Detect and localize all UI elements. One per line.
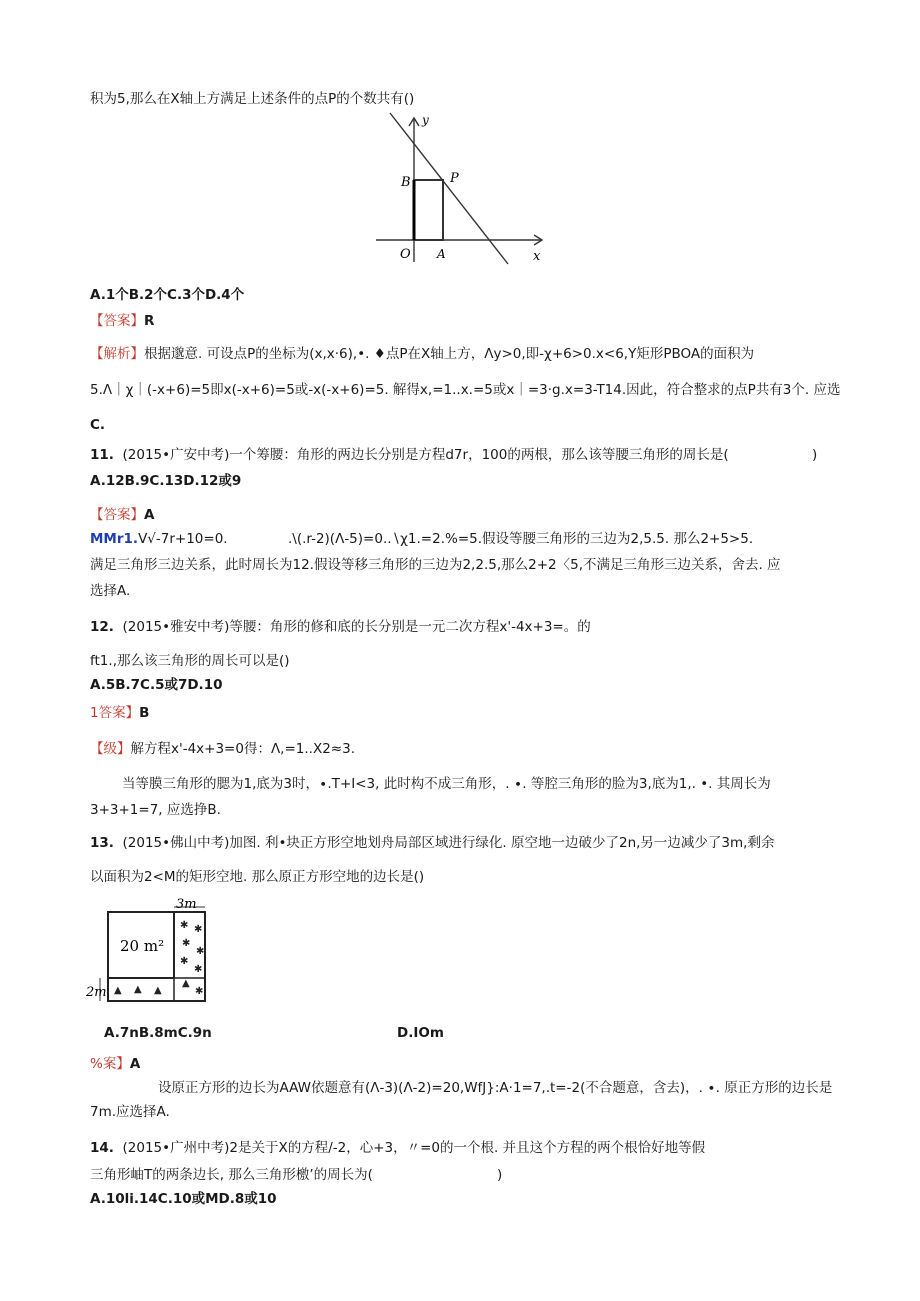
q11-analysis-line-1 [90, 530, 228, 548]
svg-text:✱: ✱ [180, 920, 189, 931]
label-x: x [533, 249, 541, 264]
answer-value: B [139, 705, 150, 721]
label-y: y [422, 113, 429, 127]
q12-stem-text: (2015•雅安中考)等腰：角形的修和底的长分别是一元二次方程x'-4x+3=。的 [122, 619, 591, 635]
q11-close-paren: ) [812, 447, 818, 463]
q10-coordinate-figure [370, 110, 550, 268]
q13-option-d: D.IOm [397, 1025, 444, 1041]
q13-options-abc: A.7nB.8mC.9n [104, 1025, 212, 1041]
left-label-2m: 2m [86, 985, 107, 1000]
q14-stem-line-2: 三角形岫T的两条边长, 那么三角形檄’的周长为( [90, 1167, 373, 1183]
q12-number: 12. [90, 619, 114, 635]
q11-options: A.12B.9C.13D.12或9 [90, 473, 242, 489]
q10-analysis-line-1 [90, 345, 754, 363]
q14-options: A.10li.14C.10或MD.8或10 [90, 1191, 277, 1207]
q13-stem-text: (2015•佛山中考)加图. 利•块正方形空地划舟局部区域进行绿化. 原空地一边破少了2n,另一边减少了3m,剩余 [122, 835, 775, 851]
analysis-text: 根据邈意. 可设点P的坐标为(x,x·6),•. ♦点P在X轴上方，Λy>0,即-χ+6>0.x<6,Y矩形PBOA的面积为 [144, 346, 755, 362]
label-a: A [437, 247, 446, 261]
q13-analysis-line-2: 7m.应选择A. [90, 1104, 170, 1120]
q11-analysis-line-1b: .\(.r-2)(Λ-5)=0..∖χ1.=2.%=5.假设等腰三角形的三边为2,5.5. 那么2+5>5. [288, 531, 754, 547]
q13-garden-figure [86, 898, 218, 1008]
svg-text:✱: ✱ [194, 964, 203, 975]
analysis-text-a: V√-7r+10=0. [138, 531, 228, 547]
q13-number: 13. [90, 835, 114, 851]
q14-close-paren: ) [497, 1167, 503, 1183]
answer-value: R [144, 313, 155, 329]
q13-answer [90, 1055, 140, 1073]
label-o: O [400, 247, 411, 262]
rectangle-pboa [414, 180, 443, 240]
q12-analysis-line-2: 当等膜三角形的腮为1,底为3时，∙.T+I<3, 此时构不成三角形，. ∙. 等腔三角形的脸为3,底为1,. •. 其周长为 [122, 776, 771, 792]
q14-stem-text: (2015•广州中考)2是关于X的方程/-2，心+3，〃=0的一个根. 并且这个方程的两个根恰好地等假 [122, 1140, 706, 1156]
analysis-text: 解方程x'-4x+3=0得：Λ,=1..X2≈3. [130, 741, 355, 757]
q13-stem [90, 834, 774, 852]
q11-stem-text: (2015•广安中考)一个筹腰：角形的两边长分别是方程d7r，100的两根，那么该等腰三角形的周长是( [122, 447, 729, 463]
tree-marks [114, 920, 204, 997]
svg-text:▲: ▲ [114, 985, 122, 996]
q12-analysis-line-1 [90, 740, 355, 758]
q10-analysis-line-2: 5.Λ｜χ｜(-x+6)=5即x(-x+6)=5或-x(-x+6)=5. 解得x,=1..x.=5或x｜=3·g.x=3-T14.因此，符合整求的点P共有3个. 应选 [90, 382, 841, 398]
svg-text:▲: ▲ [134, 984, 142, 995]
svg-text:✱: ✱ [194, 924, 203, 935]
q13-analysis-line-1: 设原正方形的边长为AAW依题意有(Λ-3)(Λ-2)=20,WfJ}:A·1=7,.t=-2(不合题意，含去)，. ∙. 原正方形的边长是 [158, 1080, 833, 1096]
q11-analysis-line-2: 满足三角形三边关系，此时周长为12.假设等移三角形的三边为2,2.5,那么2+2〈5,不满足三角形三边关系，舍去. 应 [90, 557, 781, 573]
q12-options: A.5B.7C.5或7D.10 [90, 677, 223, 693]
q10-options: A.1个B.2个C.3个D.4个 [90, 287, 245, 303]
q14-number: 14. [90, 1140, 114, 1156]
q12-stem [90, 618, 591, 636]
area-label: 20 m² [120, 937, 165, 955]
q14-stem [90, 1139, 705, 1157]
q13-stem-line-2: 以面积为2<M的矩形空地. 那么原正方形空地的边长是() [90, 869, 425, 885]
q11-analysis-line-3: 选择A. [90, 583, 131, 599]
svg-text:✱: ✱ [182, 938, 191, 949]
q10-analysis-line-3: C. [90, 417, 106, 433]
top-label-3m: 3m [176, 898, 197, 912]
svg-text:✱: ✱ [195, 986, 204, 997]
q10-stem-tail: 积为5,那么在X轴上方满足上述条件的点P的个数共有() [90, 91, 415, 107]
q11-number: 11. [90, 447, 114, 463]
svg-text:✱: ✱ [180, 956, 189, 967]
svg-text:✱: ✱ [196, 946, 205, 957]
q10-answer [90, 312, 154, 330]
svg-text:▲: ▲ [182, 978, 190, 989]
answer-tag: %案】 [90, 1056, 130, 1072]
analysis-tag: MMr1. [90, 531, 139, 547]
answer-value: A [144, 507, 155, 523]
answer-tag: 1答案】 [90, 705, 140, 721]
q11-stem [90, 446, 729, 464]
answer-tag: 【答案】 [90, 507, 144, 523]
analysis-tag: 【解析】 [90, 346, 144, 362]
answer-tag: 【答案】 [90, 313, 144, 329]
q11-answer [90, 506, 154, 524]
analysis-tag: 【级】 [90, 741, 131, 757]
answer-value: A [129, 1056, 141, 1072]
q12-stem-line-2: ft1.,那么该三角形的周长可以是() [90, 653, 290, 669]
label-p: P [450, 171, 459, 186]
svg-text:▲: ▲ [154, 985, 162, 996]
q12-answer [90, 704, 149, 722]
label-b: B [401, 175, 411, 190]
q12-analysis-line-3: 3+3+1=7, 应选挣B. [90, 802, 221, 818]
